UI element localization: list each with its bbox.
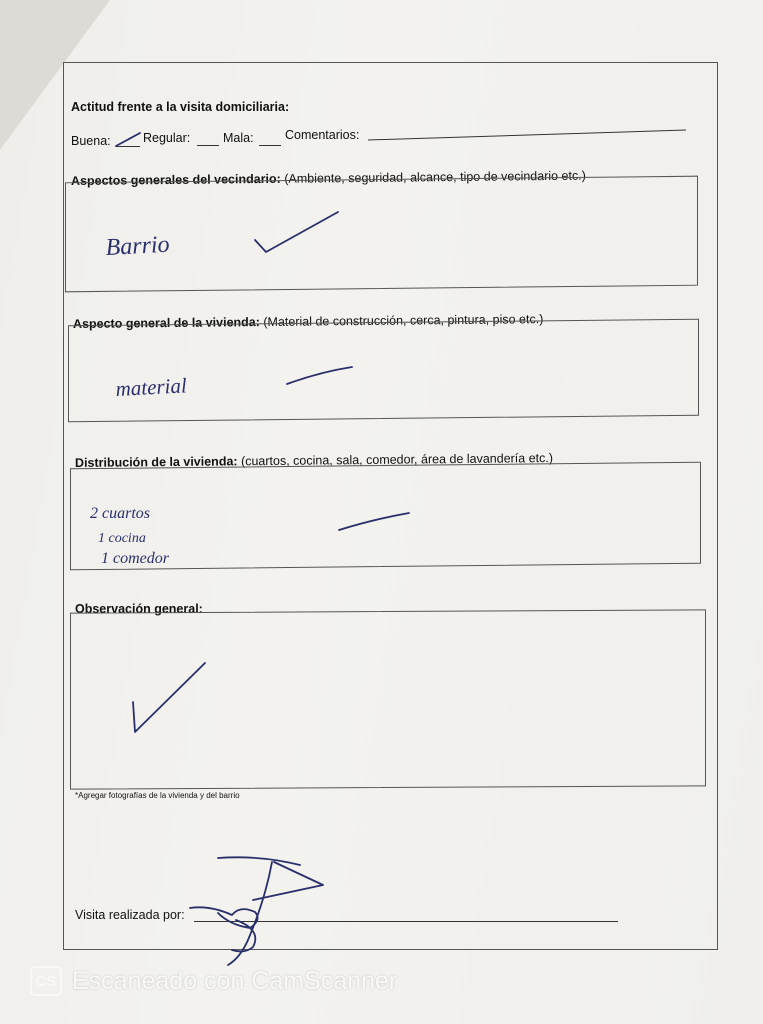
option-mala: Mala: [223, 131, 254, 145]
comments-label: Comentarios: [285, 128, 360, 142]
mala-blank [259, 145, 281, 146]
distribution-handwritten-line-1: 2 cuartos [90, 505, 150, 522]
photo-footnote: *Agregar fotografías de la vivienda y del barrio [75, 791, 240, 800]
neighborhood-label-rest: (Ambiente, seguridad, alcance, tipo de vecindario etc.) [284, 168, 586, 186]
observation-box [70, 609, 706, 789]
observation-label: Observación general: [75, 602, 203, 616]
housing-label-rest: (Material de construcción, cerca, pintura, piso etc.) [263, 312, 544, 330]
option-regular: Regular: [143, 131, 191, 145]
distribution-label-rest: (cuartos, cocina, sala, comedor, área de lavandería etc.) [240, 450, 554, 469]
housing-label-bold: Aspecto general de la vivienda: [72, 315, 260, 331]
housing-box [68, 319, 699, 423]
signature-line [194, 921, 618, 922]
distribution-box [70, 462, 701, 571]
housing-handwritten: material [115, 373, 188, 401]
distribution-handwritten-line-2: 1 cocina [98, 531, 146, 546]
distribution-label-bold: Distribución de la vivienda: [74, 454, 238, 470]
neighborhood-handwritten: Barrio [104, 231, 171, 261]
visit-by-label: Visita realizada por: [75, 908, 185, 922]
camscanner-logo: CS [30, 966, 62, 996]
option-buena: Buena: [71, 134, 111, 148]
regular-blank [197, 145, 219, 146]
buena-blank [116, 146, 140, 147]
neighborhood-box [65, 176, 698, 293]
watermark-text: Escaneado con CamScanner [72, 966, 398, 995]
neighborhood-label-bold: Aspectos generales del vecindario: [70, 171, 281, 188]
camscanner-watermark [30, 964, 397, 998]
distribution-handwritten-line-3: 1 comedor [101, 550, 169, 567]
attitude-title: Actitud frente a la visita domiciliaria: [71, 100, 290, 114]
